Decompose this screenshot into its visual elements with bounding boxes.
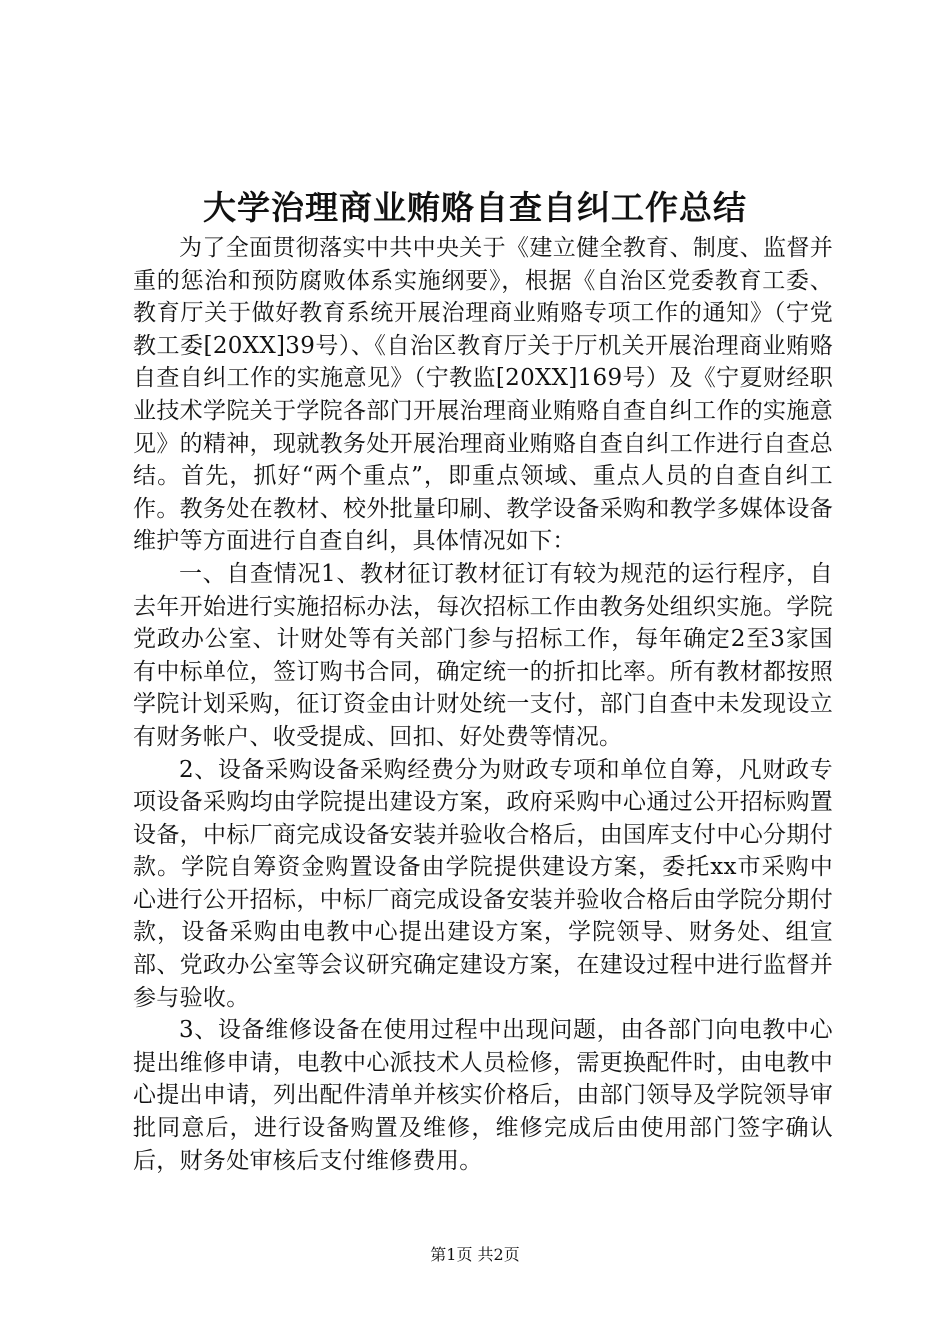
page-footer: 第1页 共2页 [430, 1245, 520, 1264]
paragraph-equipment-purchase: 2、设备采购设备采购经费分为财政专项和单位自筹，凡财政专项设备采购均由学院提出建设方案，政府采购中心通过公开招标购置设备，中标厂商完成设备安装并验收合格后，由国库支付中心分期付款。学院自筹资金购置设备由学院提供建设方案，委托xx市采购中心进行公开招标，中标厂商完成设备安装并验收合格后由学院分期付款，设备采购由电教中心提出建设方案，学院领导、财务处、组宣部、党政办公室等会议研究确定建设方案，在建设过程中进行监督并参与验收。 [133, 756, 833, 1011]
document-body [133, 232, 833, 1177]
document-title: 大学治理商业贿赂自查自纠工作总结 [203, 188, 747, 227]
paragraph-equipment-repair: 3、设备维修设备在使用过程中出现问题，由各部门向电教中心提出维修申请，电教中心派技术人员检修，需更换配件时，由电教中心提出申请，列出配件清单并核实价格后，由部门领导及学院领导审批同意后，进行设备购置及维修，维修完成后由使用部门签字确认后，财务处审核后支付维修费用。 [133, 1017, 833, 1174]
paragraph-intro: 为了全面贯彻落实中共中央关于《建立健全教育、制度、监督并重的惩治和预防腐败体系实施纲要》，根据《自治区党委教育工委、教育厅关于做好教育系统开展治理商业贿赂专项工作的通知》（宁党教工委[20XX]39号）、《自治区教育厅关于厅机关开展治理商业贿赂自查自纠工作的实施意见》（宁教监[20XX]169号）及《宁夏财经职业技术学院关于学院各部门开展治理商业贿赂自查自纠工作的实施意见》的精神，现就教务处开展治理商业贿赂自查自纠工作进行自查总结。首先，抓好“两个重点”，即重点领域、重点人员的自查自纠工作。教务处在教材、校外批量印刷、教学设备采购和教学多媒体设备维护等方面进行自查自纠，具体情况如下： [133, 235, 833, 555]
paragraph-textbook-ordering: 一、自查情况1、教材征订教材征订有较为规范的运行程序，自去年开始进行实施招标办法，每次招标工作由教务处组织实施。学院党政办公室、计财处等有关部门参与招标工作，每年确定2至3家国有中标单位，签订购书合同，确定统一的折扣比率。所有教材都按照学院计划采购，征订资金由计财处统一支付，部门自查中未发现设立有财务帐户、收受提成、回扣、好处费等情况。 [133, 560, 833, 750]
